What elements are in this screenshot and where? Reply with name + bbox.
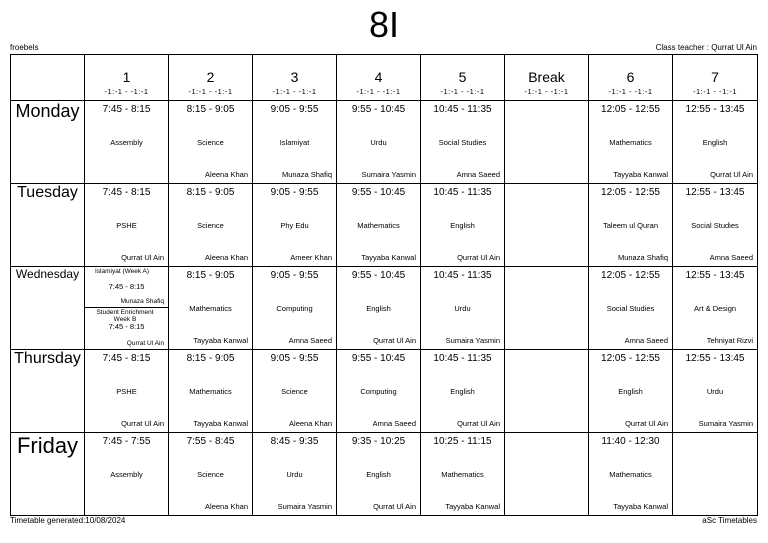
lesson-teacher: Tayyaba Kanwal	[193, 336, 248, 345]
lesson-cell	[85, 350, 169, 433]
period-header	[253, 55, 337, 101]
lesson-teacher: Qurrat Ul Ain	[126, 340, 164, 347]
lesson-teacher: Amna Saeed	[288, 336, 332, 345]
day-row	[11, 267, 758, 350]
lesson-teacher: Qurrat Ul Ain	[710, 170, 753, 179]
lesson-time: 12:05 - 12:55	[601, 104, 660, 115]
lesson-subject: Assembly	[110, 470, 143, 479]
lesson-cell	[421, 350, 505, 433]
lesson-time: 8:15 - 9:05	[186, 187, 235, 198]
lesson-cell	[673, 184, 758, 267]
lesson-cell	[337, 184, 421, 267]
day-label: Friday	[11, 433, 85, 516]
lesson-teacher: Tayyaba Kanwal	[613, 502, 668, 511]
period-time: -1:-1 - -1:-1	[608, 87, 653, 96]
break-cell	[505, 433, 589, 516]
lesson-teacher: Tayyaba Kanwal	[361, 253, 416, 262]
lesson-subject: Urdu	[370, 138, 387, 147]
lesson-cell	[421, 267, 505, 350]
timetable-grid	[10, 54, 758, 516]
lesson-time: 8:15 - 9:05	[186, 104, 235, 115]
lesson-cell	[85, 101, 169, 184]
lesson-teacher: Tayyaba Kanwal	[613, 170, 668, 179]
lesson-subject: Urdu	[286, 470, 303, 479]
period-header	[589, 55, 673, 101]
lesson-cell	[421, 101, 505, 184]
lesson-cell	[421, 184, 505, 267]
lesson-time: 9:55 - 10:45	[351, 104, 406, 115]
lesson-cell	[673, 267, 758, 350]
lesson-time: 7:45 - 8:15	[102, 104, 151, 115]
lesson-subject: Assembly	[110, 138, 143, 147]
class-teacher: Class teacher : Qurrat Ul Ain	[655, 43, 757, 52]
lesson-cell	[337, 267, 421, 350]
day-label: Wednesday	[11, 267, 85, 350]
lesson-time: 7:55 - 8:45	[186, 436, 235, 447]
lesson-cell	[589, 433, 673, 516]
lesson-teacher: Qurrat Ul Ain	[373, 336, 416, 345]
timetable-title: 8I	[368, 4, 400, 45]
lesson-subject: Mathematics	[609, 138, 652, 147]
lesson-subject: Social Studies	[606, 304, 655, 313]
lesson-time: 9:35 - 10:25	[351, 436, 406, 447]
lesson-teacher: Qurrat Ul Ain	[457, 419, 500, 428]
lesson-cell	[253, 101, 337, 184]
break-cell	[505, 267, 589, 350]
lesson-subject: Art & Design	[693, 304, 737, 313]
lesson-cell	[85, 433, 169, 516]
lesson-time: 10:25 - 11:15	[433, 436, 492, 447]
lesson-time: 7:45 - 7:55	[102, 436, 151, 447]
lesson-time: 7:45 - 8:15	[102, 187, 151, 198]
period-header	[169, 55, 253, 101]
lesson-time: 12:05 - 12:55	[601, 270, 660, 281]
lesson-time: 10:45 - 11:35	[433, 187, 492, 198]
lesson-cell	[169, 350, 253, 433]
lesson-subject: Urdu	[706, 387, 724, 396]
lesson-teacher: Aleena Khan	[205, 253, 248, 262]
lesson-subject: Mathematics	[189, 304, 232, 313]
school-name: froebels	[10, 43, 39, 52]
lesson-teacher: Qurrat Ul Ain	[121, 253, 164, 262]
lesson-subject: Islamiyat	[279, 138, 310, 147]
period-label: 2	[206, 69, 215, 85]
period-header-row	[11, 55, 758, 101]
lesson-subject: English	[618, 387, 643, 396]
lesson-cell	[589, 267, 673, 350]
lesson-subject: Mathematics	[189, 387, 232, 396]
lesson-cell	[673, 101, 758, 184]
lesson-subject: Social Studies	[691, 221, 739, 230]
lesson-time: 12:55 - 13:45	[685, 187, 745, 198]
lesson-teacher: Amna Saeed	[456, 170, 500, 179]
lesson-time: 12:55 - 13:45	[685, 270, 745, 281]
lesson-subject: English	[366, 470, 391, 479]
lesson-subject: PSHE	[116, 221, 137, 230]
lesson-time: 10:45 - 11:35	[433, 104, 492, 115]
lesson-teacher: Qurrat Ul Ain	[373, 502, 416, 511]
period-label: 4	[374, 69, 383, 85]
lesson-cell	[337, 433, 421, 516]
lesson-subject: Science	[197, 221, 224, 230]
lesson-subject: Science	[197, 138, 224, 147]
lesson-subject: Islamiyat (Week A)	[95, 268, 150, 275]
lesson-subject: Mathematics	[357, 221, 400, 230]
split-lesson-b	[85, 308, 168, 349]
lesson-subject: Computing	[360, 387, 397, 396]
period-time: -1:-1 - -1:-1	[356, 87, 401, 96]
lesson-time: 12:55 - 13:45	[685, 353, 745, 364]
period-time: -1:-1 - -1:-1	[272, 87, 317, 96]
lesson-time: 8:45 - 9:35	[270, 436, 319, 447]
lesson-teacher: Qurrat Ul Ain	[625, 419, 668, 428]
lesson-cell	[589, 101, 673, 184]
lesson-time: 9:55 - 10:45	[351, 187, 406, 198]
day-row	[11, 101, 758, 184]
day-label: Tuesday	[11, 184, 85, 267]
lesson-subject: Urdu	[454, 304, 471, 313]
lesson-cell	[253, 184, 337, 267]
lesson-teacher: Aleena Khan	[205, 502, 248, 511]
lesson-subject: Science	[281, 387, 308, 396]
lesson-teacher: Amna Saeed	[709, 253, 753, 262]
lesson-cell	[589, 350, 673, 433]
lesson-subject: PSHE	[116, 387, 137, 396]
lesson-cell	[337, 101, 421, 184]
lesson-time: 8:15 - 9:05	[186, 270, 235, 281]
break-cell	[505, 101, 589, 184]
header-corner	[11, 55, 85, 101]
break-cell	[505, 184, 589, 267]
lesson-teacher: Qurrat Ul Ain	[457, 253, 500, 262]
lesson-subject: Phy Edu	[280, 221, 309, 230]
lesson-cell	[169, 267, 253, 350]
lesson-time: 10:45 - 11:35	[433, 270, 492, 281]
lesson-cell	[85, 184, 169, 267]
lesson-teacher: Amna Saeed	[372, 419, 416, 428]
lesson-cell	[253, 350, 337, 433]
lesson-teacher: Tehniyat Rizvi	[706, 336, 753, 345]
lesson-cell	[589, 184, 673, 267]
lesson-cell	[673, 433, 758, 516]
day-label: Thursday	[11, 350, 85, 433]
lesson-time: 11:40 - 12:30	[601, 436, 660, 447]
lesson-teacher: Munaza Shafiq	[281, 170, 332, 179]
lesson-teacher: Munaza Shafiq	[617, 253, 668, 262]
lesson-cell	[337, 350, 421, 433]
period-label: 3	[290, 69, 299, 85]
lesson-time: 12:55 - 13:45	[685, 104, 745, 115]
lesson-time: 9:05 - 9:55	[270, 187, 319, 198]
lesson-subject: Taleem ul Quran	[602, 221, 659, 230]
period-header	[421, 55, 505, 101]
period-time: -1:-1 - -1:-1	[524, 87, 569, 96]
lesson-time: 9:05 - 9:55	[270, 353, 319, 364]
lesson-time: 9:05 - 9:55	[270, 104, 319, 115]
period-header	[673, 55, 758, 101]
lesson-cell	[169, 433, 253, 516]
lesson-teacher: Tayyaba Kanwal	[193, 419, 248, 428]
lesson-time: 9:55 - 10:45	[351, 353, 406, 364]
lesson-time: 9:55 - 10:45	[351, 270, 406, 281]
lesson-teacher: Qurrat Ul Ain	[121, 419, 164, 428]
lesson-time: 10:45 - 11:35	[433, 353, 492, 364]
lesson-subject: Mathematics	[441, 470, 484, 479]
lesson-subject: Computing	[276, 304, 313, 313]
lesson-cell	[169, 101, 253, 184]
lesson-subject: Social Studies	[438, 138, 487, 147]
break-cell	[505, 350, 589, 433]
lesson-teacher: Sumaira Yasmin	[277, 502, 332, 511]
period-label: 1	[122, 69, 131, 85]
split-lesson-a	[85, 267, 168, 308]
lesson-cell	[253, 267, 337, 350]
lesson-teacher: Aleena Khan	[289, 419, 332, 428]
lesson-subject: English	[702, 138, 728, 147]
lesson-subject: English	[450, 387, 475, 396]
lesson-teacher: Sumaira Yasmin	[361, 170, 416, 179]
day-row	[11, 184, 758, 267]
generated-date: Timetable generated:10/08/2024	[10, 516, 126, 525]
lesson-time: 7:45 - 8:15	[108, 282, 145, 291]
lesson-subject: English	[450, 221, 475, 230]
period-time: -1:-1 - -1:-1	[104, 87, 149, 96]
lesson-cell	[253, 433, 337, 516]
lesson-teacher: Ameer Khan	[290, 253, 332, 262]
lesson-teacher: Munaza Shafiq	[120, 298, 164, 305]
period-header	[85, 55, 169, 101]
lesson-subject: Student Enrichment Week B	[96, 309, 154, 323]
lesson-cell	[421, 433, 505, 516]
lesson-teacher: Aleena Khan	[205, 170, 248, 179]
period-header	[337, 55, 421, 101]
lesson-time: 7:45 - 8:15	[102, 353, 151, 364]
period-label: 6	[626, 69, 635, 85]
lesson-subject: Mathematics	[609, 470, 652, 479]
period-time: -1:-1 - -1:-1	[692, 87, 737, 96]
lesson-cell	[673, 350, 758, 433]
lesson-teacher: Amna Saeed	[624, 336, 668, 345]
lesson-time: 7:45 - 8:15	[108, 322, 145, 331]
period-time: -1:-1 - -1:-1	[188, 87, 233, 96]
period-label: Break	[528, 69, 565, 85]
lesson-time: 8:15 - 9:05	[186, 353, 235, 364]
period-time: -1:-1 - -1:-1	[440, 87, 485, 96]
period-label: 7	[711, 69, 719, 85]
lesson-subject: Science	[197, 470, 224, 479]
day-row	[11, 350, 758, 433]
lesson-cell	[85, 267, 169, 350]
lesson-teacher: Sumaira Yasmin	[445, 336, 500, 345]
day-row	[11, 433, 758, 516]
software-credit: aSc Timetables	[702, 516, 757, 525]
lesson-cell	[169, 184, 253, 267]
lesson-teacher: Tayyaba Kanwal	[445, 502, 500, 511]
lesson-teacher: Sumaira Yasmin	[698, 419, 753, 428]
lesson-time: 12:05 - 12:55	[601, 353, 660, 364]
lesson-time: 9:05 - 9:55	[270, 270, 319, 281]
lesson-subject: English	[366, 304, 391, 313]
period-label: 5	[458, 69, 467, 85]
lesson-time: 12:05 - 12:55	[601, 187, 660, 198]
period-header	[505, 55, 589, 101]
day-label: Monday	[11, 101, 85, 184]
